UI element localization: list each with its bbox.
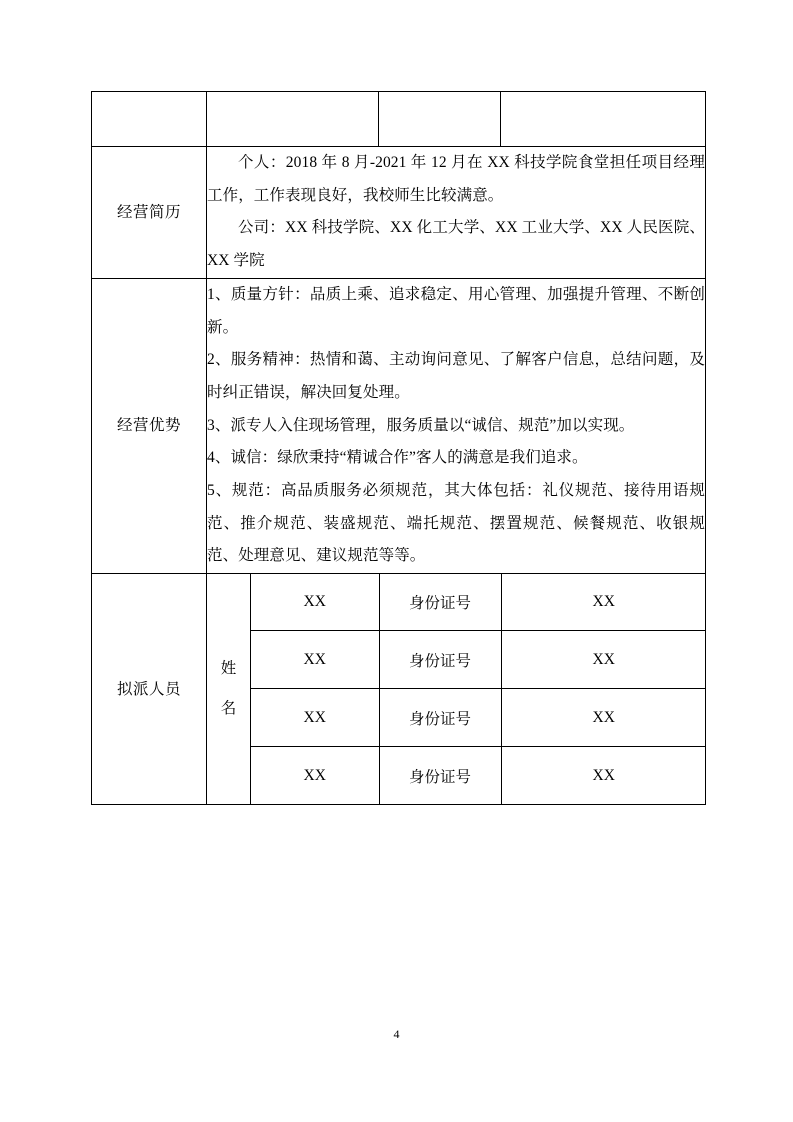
staff-id-value-3[interactable]: XX: [501, 689, 706, 747]
staff-table: [251, 574, 706, 804]
business-resume-content: [207, 147, 706, 279]
staff-id-value-2[interactable]: XX: [501, 631, 706, 689]
table-row: [251, 631, 706, 689]
empty-cell-4: [501, 92, 706, 147]
advantage-item-1: 1、质量方针：品质上乘、追求稳定、用心管理、加强提升管理、不断创新。: [207, 285, 705, 336]
business-advantages-content: [207, 278, 706, 573]
table-row: [251, 574, 706, 631]
table-row-business-resume: [92, 147, 706, 279]
empty-cell-3: [379, 92, 501, 147]
row-label-assigned-personnel: 拟派人员: [92, 574, 207, 805]
name-label-char-2: 名: [220, 700, 237, 718]
staff-id-label-1: 身份证号: [379, 574, 501, 631]
main-form-table: [91, 91, 706, 805]
staff-id-label-2: 身份证号: [379, 631, 501, 689]
staff-name-3[interactable]: XX: [251, 689, 379, 747]
staff-name-2[interactable]: XX: [251, 631, 379, 689]
table-row: [251, 689, 706, 747]
business-resume-paragraph-company: 公司：XX 科技学院、XX 化工大学、XX 工业大学、XX 人民医院、XX 学院: [207, 219, 705, 270]
page-number: 4: [393, 1027, 400, 1041]
table-row-assigned-personnel: [92, 574, 706, 805]
advantage-item-2: 2、服务精神：热情和蔼、主动询问意见、了解客户信息，总结问题，及时纠正错误，解决回复处理。: [207, 351, 705, 401]
table-row-empty-header: [92, 92, 706, 147]
name-label-char-1: 姓: [220, 659, 237, 677]
empty-cell-label: [92, 92, 207, 147]
empty-cell-2: [207, 92, 379, 147]
row-label-business-resume: 经营简历: [92, 147, 207, 279]
business-resume-paragraph-personal: 个人：2018 年 8 月-2021 年 12 月在 XX 科技学院食堂担任项目经理工作，工作表现良好，我校师生比较满意。: [207, 154, 705, 204]
advantage-item-3: 3、派专人入住现场管理，服务质量以“诚信、规范”加以实现。: [207, 416, 635, 434]
staff-id-value-1[interactable]: XX: [501, 574, 706, 631]
advantage-item-5: 5、规范：高品质服务必须规范，其大体包括：礼仪规范、接待用语规范、推介规范、装盛规范、端托规范、摆置规范、候餐规范、收银规范、处理意见、建议规范等等。: [207, 482, 705, 565]
staff-id-value-4[interactable]: XX: [501, 747, 706, 805]
staff-id-label-3: 身份证号: [379, 689, 501, 747]
staff-name-4[interactable]: XX: [251, 747, 379, 805]
column-label-name-vertical: [207, 574, 251, 805]
table-row: [251, 747, 706, 805]
advantage-item-4: 4、诚信：绿欣秉持“精诚合作”客人的满意是我们追求。: [207, 449, 588, 467]
table-row-business-advantages: [92, 278, 706, 573]
row-label-business-advantages: 经营优势: [92, 278, 207, 573]
staff-subtable-container: [251, 574, 706, 805]
staff-name-1[interactable]: XX: [251, 574, 379, 631]
staff-id-label-4: 身份证号: [379, 747, 501, 805]
